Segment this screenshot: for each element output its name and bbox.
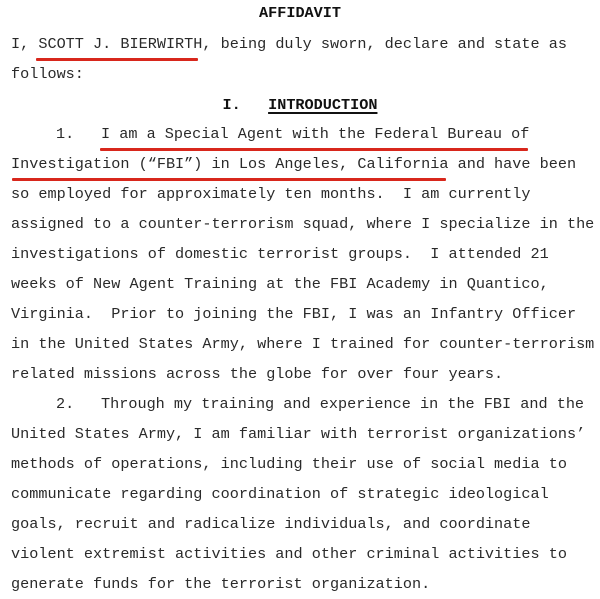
paragraph-1-line-8: in the United States Army, where I trained for counter-terrorism bbox=[11, 335, 595, 353]
section-title: INTRODUCTION bbox=[268, 96, 378, 114]
highlight-underline-special-agent bbox=[100, 148, 528, 151]
intro-rest: , being duly sworn, declare and state as bbox=[202, 35, 567, 53]
intro-prefix: I, bbox=[11, 35, 39, 53]
paragraph-1-line-7: Virginia. Prior to joining the FBI, I was an Infantry Officer bbox=[11, 305, 577, 323]
affiant-name: SCOTT J. BIERWIRTH bbox=[38, 35, 203, 53]
paragraph-2-line-7: generate funds for the terrorist organization. bbox=[11, 575, 431, 593]
paragraph-2-line-6: violent extremist activities and other criminal activities to bbox=[11, 545, 567, 563]
document-title: AFFIDAVIT bbox=[258, 4, 342, 22]
paragraph-2-number: 2. bbox=[56, 395, 75, 413]
paragraph-2-line-5: goals, recruit and radicalize individuals, and coordinate bbox=[11, 515, 531, 533]
paragraph-1-line-1: I am a Special Agent with the Federal Bureau of bbox=[101, 125, 530, 143]
section-number: I. bbox=[222, 96, 241, 114]
paragraph-1-line-2 bbox=[11, 154, 576, 174]
highlight-underline-fbi-los-angeles bbox=[12, 178, 446, 181]
paragraph-1-line-4: assigned to a counter-terrorism squad, where I specialize in the bbox=[11, 215, 595, 233]
highlighted-fbi-location: Investigation (“FBI”) in Los Angeles, California bbox=[11, 155, 449, 173]
paragraph-1-line-6: weeks of New Agent Training at the FBI Academy in Quantico, bbox=[11, 275, 549, 293]
paragraph-2-line-4: communicate regarding coordination of strategic ideological bbox=[11, 485, 549, 503]
paragraph-2-line-3: methods of operations, including their use of social media to bbox=[11, 455, 567, 473]
section-heading bbox=[0, 95, 600, 115]
paragraph-1-line-9: related missions across the globe for over four years. bbox=[11, 365, 504, 383]
intro-line-1 bbox=[11, 34, 567, 54]
paragraph-1-line-5: investigations of domestic terrorist groups. I attended 21 bbox=[11, 245, 549, 263]
paragraph-2-line-2: United States Army, I am familiar with terrorist organizations’ bbox=[11, 425, 586, 443]
paragraph-1-line-2-rest: and have been bbox=[448, 155, 577, 173]
highlight-underline-affiant-name bbox=[36, 58, 198, 61]
paragraph-1-line-3: so employed for approximately ten months. I am currently bbox=[11, 185, 531, 203]
paragraph-2-line-1: Through my training and experience in the FBI and the bbox=[101, 395, 585, 413]
paragraph-1-number: 1. bbox=[56, 125, 75, 143]
intro-line-2: follows: bbox=[11, 65, 84, 83]
